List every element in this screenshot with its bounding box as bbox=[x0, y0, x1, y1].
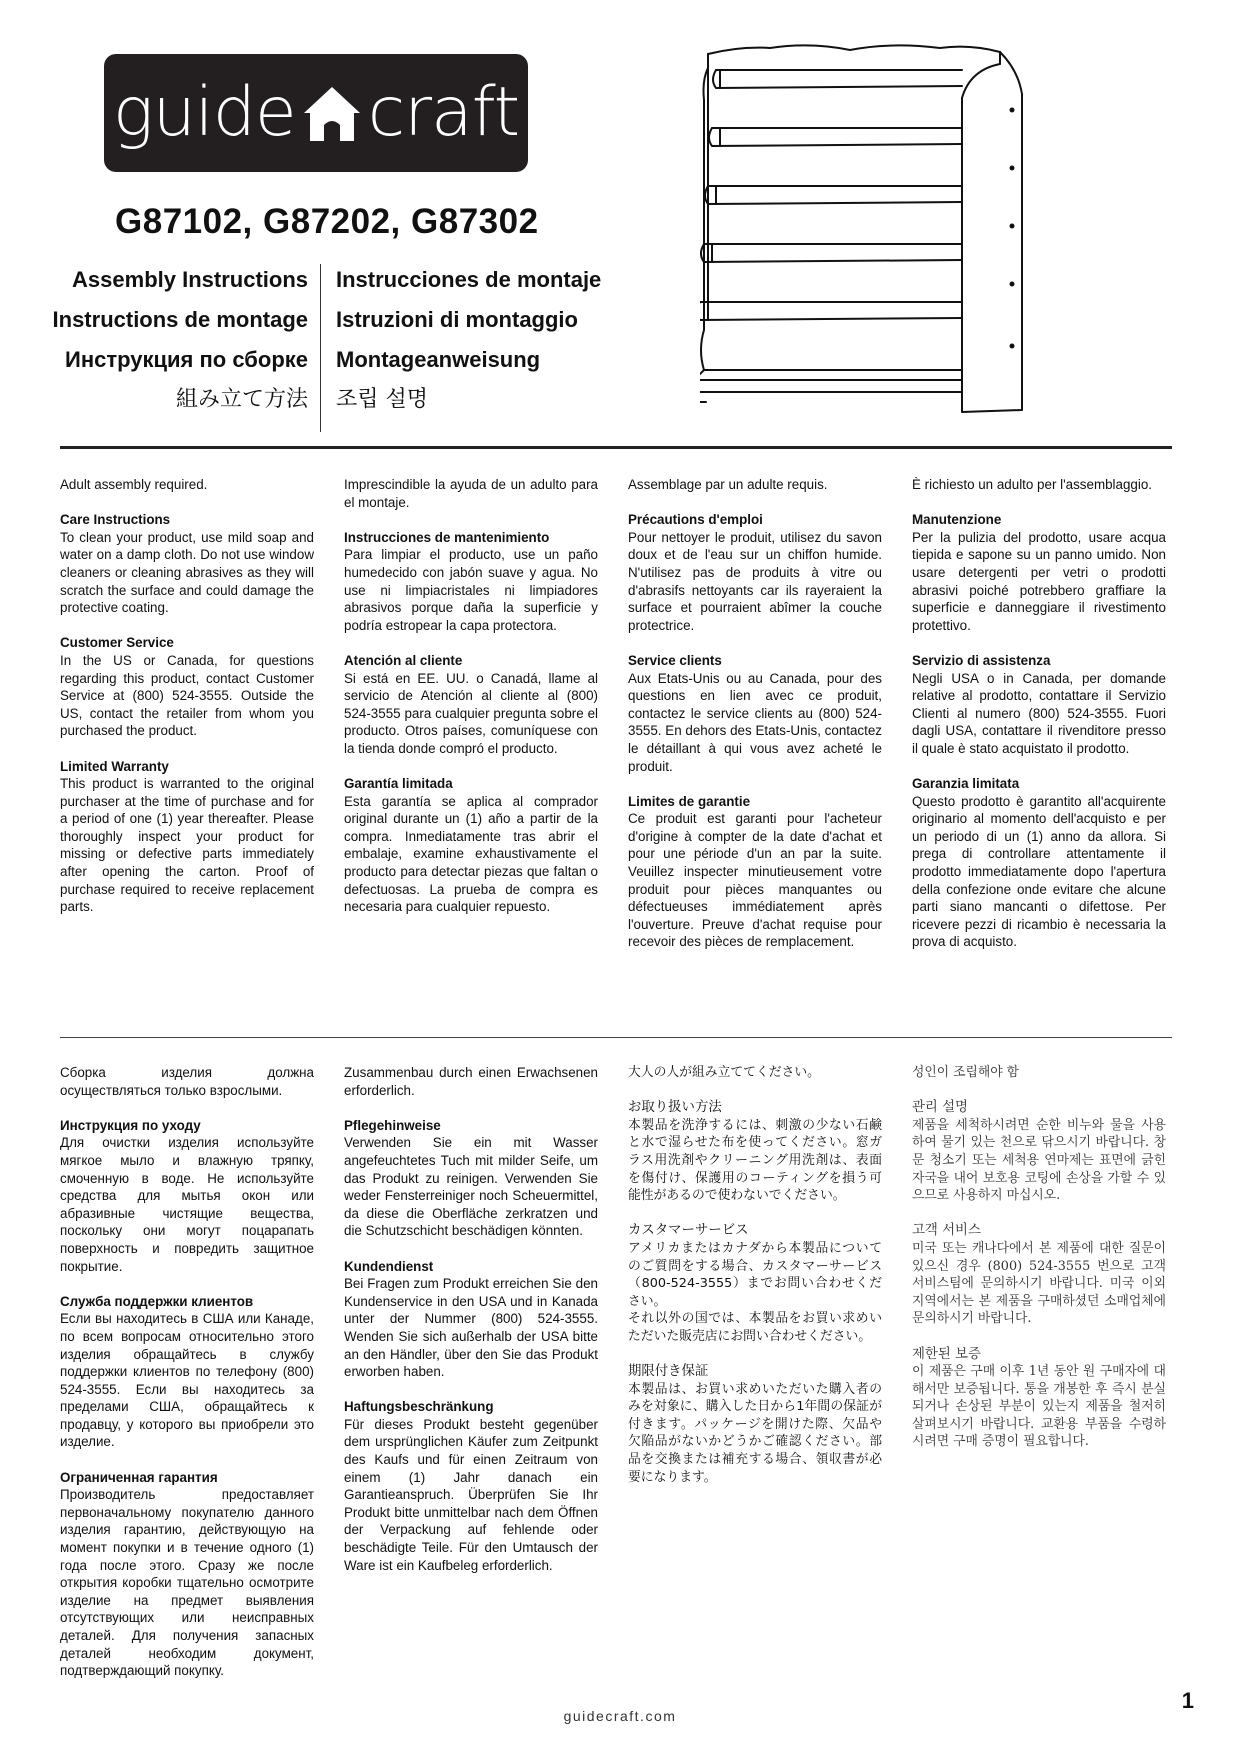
title-fr: Instructions de montage bbox=[52, 307, 308, 332]
heading-service-ru: Служба поддержки клиентов bbox=[60, 1293, 254, 1309]
title-es: Instrucciones de montaje bbox=[336, 267, 602, 292]
text-care-es: Para limpiar el producto, use un paño humedecido con jabón suave y agua. No use ni limpiacristales ni limpiadores abrasivos porque daña la superficie y podría estropear la capa protectora. bbox=[344, 547, 598, 633]
text-care-de: Verwenden Sie ein mit Wasser angefeuchtetes Tuch mit milder Seife, um das Produkt zu reinigen. Verwenden Sie weder Fensterreiniger noch Scheuermittel, da diese die Oberfläche zerkratzen und die Schutzschicht beschädigen könnten. bbox=[344, 1135, 598, 1239]
intro-es: Imprescindible la ayuda de un adulto para el montaje. bbox=[344, 477, 598, 510]
title-ja: 組み立て方法 bbox=[175, 387, 308, 412]
text-service-ja: アメリカまたはカナダから本製品について のご質問をする場合、カスタマーサービス（800-524-3555）までお問い合わせください。 bbox=[628, 1240, 882, 1309]
heading-care-es: Instrucciones de mantenimiento bbox=[344, 529, 550, 545]
titles-right bbox=[336, 266, 601, 426]
intro-it: È richiesto un adulto per l'assemblaggio. bbox=[912, 477, 1153, 492]
title-ru: Инструкция по сборке bbox=[65, 347, 308, 372]
heading-service-es: Atención al cliente bbox=[344, 652, 463, 668]
column-es bbox=[344, 476, 598, 933]
text-service-de: Bei Fragen zum Produkt erreichen Sie den Kundenservice in den USA und in Kanada unter der Nummer (800) 524-3555. Wenden Sie sich außerhalb der USA bitte an den Händler, über den Sie das Produkt erworben haben. bbox=[344, 1276, 598, 1380]
heading-care-ko: 관리 설명 bbox=[912, 1100, 968, 1116]
heading-care-de: Pflegehinweise bbox=[344, 1117, 441, 1133]
column-fr bbox=[628, 476, 882, 969]
text-service-ru: Если вы находитесь в США или Канаде, по всем вопросам относительно этого изделия обращайтесь в службу поддержки клиентов по телефону (800) 524-3555. Если вы находитесь за пределами США, обращайтесь к продавцу, у которого вы приобрели это изделие. bbox=[60, 1311, 314, 1450]
heading-warranty-ru: Ограниченная гарантия bbox=[60, 1469, 218, 1485]
section-divider-middle bbox=[60, 1037, 1172, 1038]
page-number: 1 bbox=[1181, 1688, 1194, 1713]
text-warranty-fr: Ce produit est garanti pour l'acheteur d'origine à compter de la date d'achat et pour une période d'un an par la suite. Veuillez inspecter minutieusement votre produit pour pièces manquantes ou défectueuses immédiatement après l'ouverture. Preuve d'achat requise pour recevoir des pièces de remplacement. bbox=[628, 811, 882, 950]
intro-en: Adult assembly required. bbox=[60, 477, 208, 492]
titles-left bbox=[53, 266, 308, 426]
text-care-ru: Для очистки изделия используйте мягкое мыло и влажную тряпку, смоченную в воде. Не используйте средства для мытья окон или абразивные чистящие вещества, поскольку они могут поцарапать поверхность и повредить защитное покрытие. bbox=[60, 1135, 314, 1274]
heading-service-de: Kundendienst bbox=[344, 1258, 434, 1274]
bookshelf-illustration bbox=[700, 40, 1040, 420]
heading-warranty-de: Haftungsbeschränkung bbox=[344, 1399, 494, 1415]
text-care-fr: Pour nettoyer le produit, utilisez du savon doux et de l'eau sur un chiffon humide. N'utilisez pas de produits à vitre ou d'abrasifs nettoyants car ils rayeraient la surface et pourraient abîmer la couche protectrice. bbox=[628, 529, 882, 633]
heading-service-ja: カスタマーサービス bbox=[628, 1223, 749, 1239]
title-divider bbox=[320, 264, 321, 432]
heading-warranty-ko: 제한된 보증 bbox=[912, 1346, 981, 1362]
text-service-es: Si está en EE. UU. o Canadá, llame al servicio de Atención al cliente al (800) 524-3555 para cualquier pregunta sobre el producto. Otros países, comuníquese con la tienda donde compró el producto. bbox=[344, 670, 598, 756]
column-ja bbox=[628, 1064, 882, 1504]
heading-service-en: Customer Service bbox=[60, 635, 174, 651]
intro-fr: Assemblage par un adulte requis. bbox=[628, 477, 828, 492]
heading-service-fr: Service clients bbox=[628, 652, 722, 668]
text-warranty-it: Questo prodotto è garantito all'acquirente originario al momento dell'acquisto e per un periodo di un (1) anno da allora. Si prega di controllare attentamente il prodotto immediatamente dopo l'apertura della confezione onde evitare che alcune parti siano mancanti o difettose. Per ricevere pezzi di ricambio è necessaria la prova di acquisto. bbox=[912, 793, 1166, 950]
heading-warranty-fr: Limites de garantie bbox=[628, 793, 751, 809]
text-care-it: Per la pulizia del prodotto, usare acqua tiepida e sapone su un panno umido. Non usare detergenti per vetri o prodotti abrasivi poiché potrebbero graffiare la superficie e danneggiare il rivestimento protettivo. bbox=[912, 529, 1166, 633]
text-care-ko: 제품을 세척하시려면 순한 비누와 물을 사용하여 물기 있는 천으로 닦으시기 바랍니다. 창문 청소기 또는 세척용 연마제는 표면에 긁힌 자국을 내어 보호용 코팅에 손상을 가할 수 있으므로 사용하지 마십시오. bbox=[912, 1117, 1166, 1204]
logo-text-left: guide bbox=[112, 73, 296, 152]
column-ru bbox=[60, 1064, 314, 1697]
heading-care-it: Manutenzione bbox=[912, 512, 1002, 528]
heading-service-ko: 고객 서비스 bbox=[912, 1223, 981, 1239]
text-service-ja-2: それ以外の国では、本製品をお買い求めいただいた販売店にお問い合わせください。 bbox=[628, 1311, 882, 1344]
guidecraft-logo bbox=[104, 54, 528, 172]
text-warranty-ko: 이 제품은 구매 이후 1년 동안 원 구매자에 대해서만 보증됩니다. 통을 개봉한 후 즉시 분실되거나 손상된 부분이 있는지 제품을 철저히 살펴보시기 바랍니다. 교환용 부품을 수령하시려면 구매 증명이 필요합니다. bbox=[912, 1364, 1166, 1450]
title-en: Assembly Instructions bbox=[72, 267, 308, 292]
text-warranty-ru: Производитель предоставляет первоначальному покупателю данного изделия гарантию, действующую на момент покупки и в течение одного (1) года после этого. Сразу же после открытия коробки тщательно осмотрите изделие на предмет выявления отсутствующих или неисправных деталей. Для получения запасных деталей необходим документ, подтверждающий покупку. bbox=[60, 1487, 314, 1679]
heading-care-ru: Инструкция по уходу bbox=[60, 1117, 201, 1133]
text-care-en: To clean your product, use mild soap and water on a damp cloth. Do not use window cleaners or cleaning abrasives as they will scratch the surface and could damage the protective coating. bbox=[60, 529, 314, 616]
text-warranty-es: Esta garantía se aplica al comprador original durante un (1) año a partir de la compra. Inmediatamente tras abrir el embalaje, examine exhaustivamente el producto para detectar piezas que faltan o defectuosas. La prueba de compra es necesaria para cualquier repuesto. bbox=[344, 793, 598, 915]
text-service-en: In the US or Canada, for questions regarding this product, contact Customer Service at (800) 524-3555. Outside the US, contact the retailer from whom you purchased the product. bbox=[60, 652, 314, 739]
text-warranty-de: Für dieses Produkt besteht gegenüber dem ursprünglichen Käufer zum Zeitpunkt des Kaufs und für einen Zeitraum von einem (1) Jahr danach ein Garantieanspruch. Überprüfen Sie Ihr Produkt bitte unmittelbar nach dem Öffnen der Verpackung auf fehlende oder beschädigte Teile. Für den Umtausch der Ware ist ein Kaufbeleg erforderlich. bbox=[344, 1416, 598, 1573]
column-de bbox=[344, 1064, 598, 1592]
column-en bbox=[60, 476, 314, 933]
column-ko bbox=[912, 1064, 1166, 1469]
text-care-ja: 本製品を洗浄するには、刺激の少ない石鹸と水で湿らせた布を使ってください。窓ガラス用洗剤やクリーニング用洗剤は、表面を傷付け、保護用のコーティングを損う可能性があるので使わないでください。 bbox=[628, 1117, 882, 1204]
intro-ko: 성인이 조립해야 함 bbox=[912, 1065, 1020, 1080]
title-it: Istruzioni di montaggio bbox=[336, 307, 578, 332]
heading-care-en: Care Instructions bbox=[60, 512, 171, 528]
column-it bbox=[912, 476, 1166, 969]
title-de: Montageanweisung bbox=[336, 347, 541, 372]
intro-ru: Сборка изделия должна осуществляться только взрослыми. bbox=[60, 1065, 314, 1098]
logo-text-right: craft bbox=[367, 73, 520, 152]
heading-warranty-ja: 期限付き保証 bbox=[628, 1364, 709, 1380]
text-warranty-ja: 本製品は、お買い求めいただいた購入者のみを対象に、購入した日から1年間の保証が付きます。パッケージを開けた際、欠品や欠陥品がないかどうかご確認ください。部品を交換または補充する場合、領収書が必要になります。 bbox=[628, 1381, 882, 1485]
model-numbers: G87102, G87202, G87302 bbox=[115, 202, 539, 241]
house-icon bbox=[300, 83, 364, 143]
text-service-fr: Aux Etats-Unis ou au Canada, pour des questions en lien avec ce produit, contactez le service clients au (800) 524-3555. En dehors des Etats-Unis, contactez le détaillant à qui vous avez acheté le produit. bbox=[628, 670, 882, 774]
intro-ja: 大人の人が組み立ててください。 bbox=[628, 1065, 820, 1080]
heading-care-fr: Précautions d'emploi bbox=[628, 512, 763, 528]
text-warranty-en: This product is warranted to the original purchaser at the time of purchase and for a period of one (1) year thereafter. Please thoroughly inspect your product for missing or defective parts immediately after opening the carton. Proof of purchase required to receive replacement parts. bbox=[60, 776, 314, 915]
footer-url[interactable]: guidecraft.com bbox=[563, 1708, 677, 1724]
heading-care-ja: お取り扱い方法 bbox=[628, 1100, 722, 1116]
section-divider-top bbox=[60, 446, 1172, 449]
intro-de: Zusammenbau durch einen Erwachsenen erforderlich. bbox=[344, 1065, 598, 1098]
text-service-ko: 미국 또는 캐나다에서 본 제품에 대한 질문이 있으신 경우 (800) 524-3555 번으로 고객 서비스팀에 문의하시기 바랍니다. 미국 이외 지역에서는 본 제품을 구매하셨던 소매업체에 문의하시기 바랍니다. bbox=[912, 1240, 1166, 1327]
title-ko: 조립 설명 bbox=[336, 387, 429, 412]
heading-warranty-es: Garantía limitada bbox=[344, 776, 453, 792]
heading-service-it: Servizio di assistenza bbox=[912, 652, 1051, 668]
heading-warranty-it: Garanzia limitata bbox=[912, 776, 1020, 792]
text-service-it: Negli USA o in Canada, per domande relative al prodotto, contattare il Servizio Clienti al numero (800) 524-3555. Fuori dagli USA, contattare il rivenditore presso il quale è stato acquistato il prodotto. bbox=[912, 670, 1166, 756]
heading-warranty-en: Limited Warranty bbox=[60, 758, 169, 774]
